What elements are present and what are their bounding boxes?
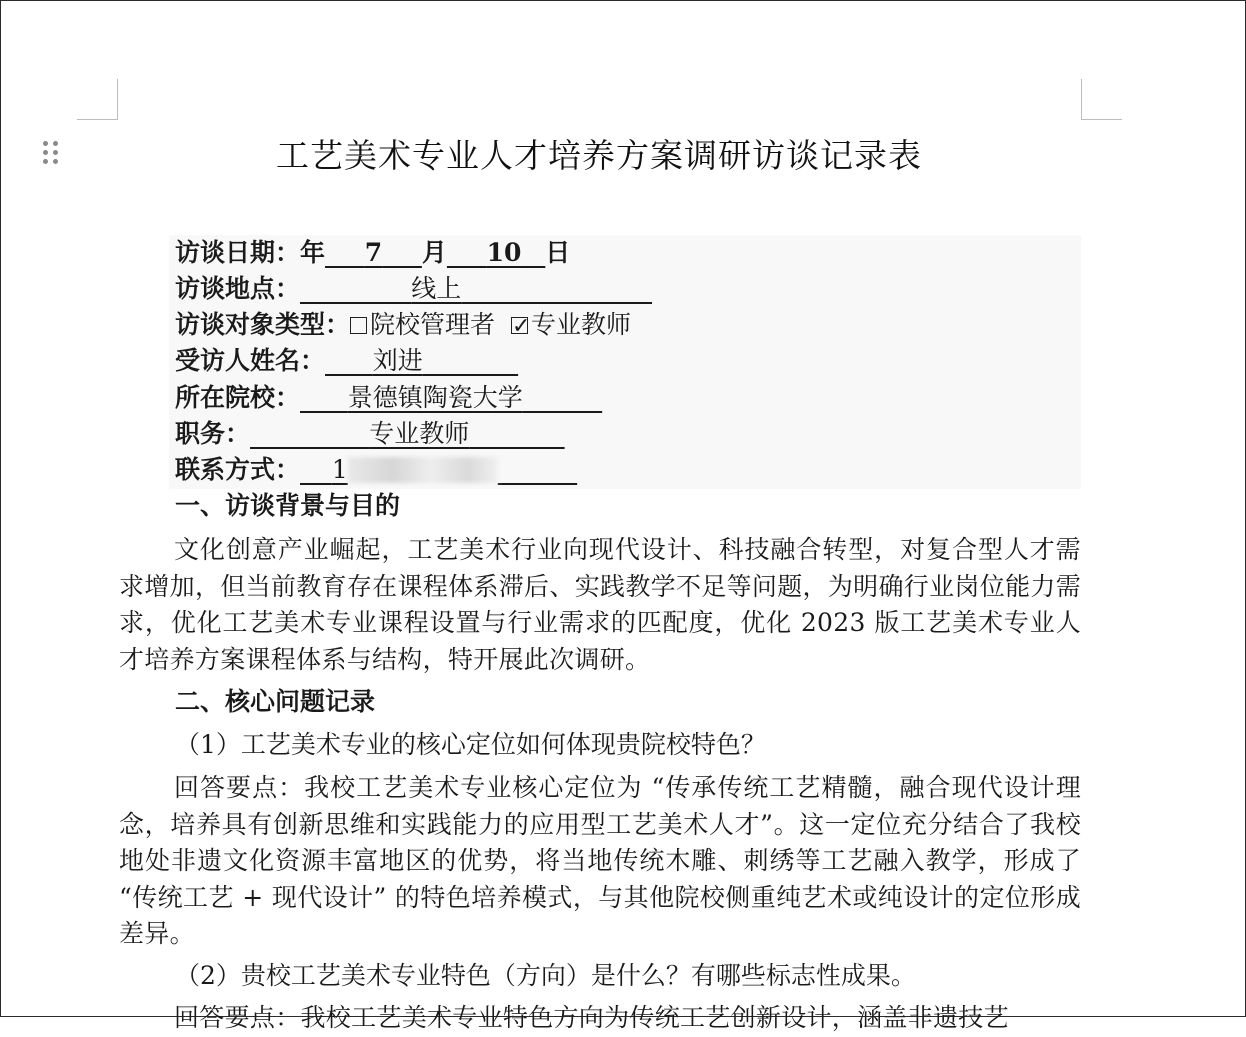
interviewee-type-line [175,307,631,343]
position-field: 专业教师 [369,419,470,448]
contact-label: 联系方式： [175,455,301,484]
date-day-field: 10 [486,238,522,267]
section-1-heading: 一、访谈背景与目的 [175,491,401,520]
drag-handle-icon[interactable] [43,141,63,171]
question-1: （1）工艺美术专业的核心定位如何体现贵院校特色？ [175,730,766,759]
interview-location-line [175,271,652,307]
date-month-label: 月 [421,238,447,267]
interview-date-line [175,235,570,271]
section-2-heading: 二、核心问题记录 [175,687,376,716]
date-day-label: 日 [545,238,571,267]
question-2: （2）贵校工艺美术专业特色（方向）是什么？有哪些标志性成果。 [175,961,916,990]
answer-2-partial: 回答要点：我校工艺美术专业特色方向为传统工艺创新设计，涵盖非遗技艺 [174,1003,1009,1032]
page-corner-marker-top-left [77,79,118,120]
interviewee-name-line [175,343,518,379]
option-professional-teacher: 专业教师 [530,310,631,339]
option-school-admin: 院校管理者 [370,310,496,339]
location-label: 访谈地点： [175,274,301,303]
section-1-body: 文化创意产业崛起，工艺美术行业向现代设计、科技融合转型，对复合型人才需求增加，但当前教育存在课程体系滞后、实践教学不足等问题，为明确行业岗位能力需求，优化工艺美术专业课程设置与行业需求的匹配度，优化 2023 版工艺美术专业人才培养方案课程体系与结构，特开展此次调研。 [119,535,1081,674]
date-month-field: 7 [364,238,383,267]
contact-field: 1 [300,455,577,484]
type-label: 访谈对象类型： [175,310,351,339]
location-field: 线上 [411,274,462,303]
checkbox-professional-teacher[interactable] [511,317,528,334]
checkbox-school-admin[interactable] [350,317,367,334]
contact-line [175,452,577,488]
name-label: 受访人姓名： [175,346,326,375]
date-year-label: 年 [300,238,326,267]
school-label: 所在院校： [175,383,301,412]
school-line [175,380,602,416]
position-label: 职务： [175,419,251,448]
date-label: 访谈日期： [175,238,301,267]
contact-redacted-blur [348,457,498,483]
page-corner-marker-top-right [1081,79,1122,120]
document-title: 工艺美术专业人才培养方案调研访谈记录表 [276,136,922,175]
school-field: 景德镇陶瓷大学 [347,383,523,412]
answer-1: 回答要点：我校工艺美术专业核心定位为 “传承传统工艺精髓，融合现代设计理念，培养具有创新思维和实践能力的应用型工艺美术人才”。这一定位充分结合了我校地处非遗文化资源丰富地区的优势，将当地传统木雕、刺绣等工艺融入教学，形成了 “传统工艺 + 现代设计” 的特色培养模式，与其他院校侧重纯艺术或纯设计的定位形成差异。 [119,773,1081,948]
position-line [175,416,565,452]
name-field: 刘进 [372,346,423,375]
